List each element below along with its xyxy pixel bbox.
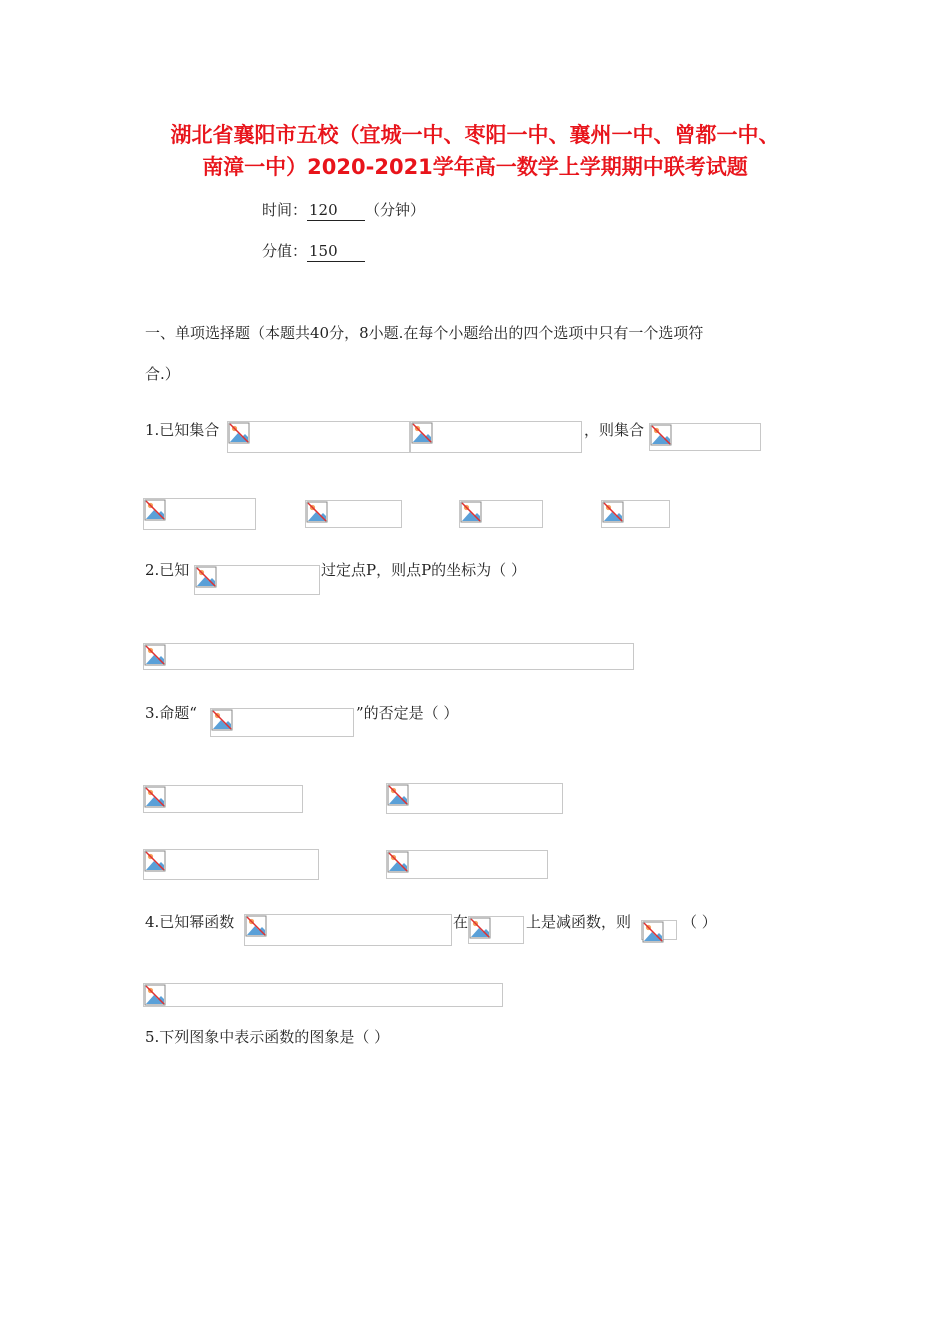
option-c-image — [459, 500, 543, 528]
broken-image-icon — [642, 921, 664, 943]
formula-image — [641, 920, 677, 940]
time-row — [262, 200, 425, 221]
question-4-prefix: 4.已知幂函数 — [145, 913, 235, 931]
question-4-middle-2: 上是减函数，则 — [526, 913, 632, 931]
formula-image — [210, 708, 354, 737]
time-unit: （分钟） — [365, 201, 426, 219]
page-title-line-2: 南漳一中）2020-2021学年高一数学上学期期中联考试题 — [202, 155, 748, 179]
broken-image-icon — [144, 499, 166, 521]
option-b-image — [386, 783, 563, 814]
time-value: 120 — [307, 200, 365, 221]
broken-image-icon — [245, 915, 267, 937]
section-heading-line-1: 一、单项选择题（本题共40分，8小题.在每个小题给出的四个选项中只有一个选项符 — [145, 324, 704, 342]
broken-image-icon — [411, 422, 433, 444]
broken-image-icon — [469, 917, 491, 939]
broken-image-icon — [228, 422, 250, 444]
option-b-image — [305, 500, 402, 528]
score-label: 分值： — [262, 242, 308, 260]
question-4-middle: 在 — [453, 913, 469, 931]
time-label: 时间： — [262, 201, 308, 219]
broken-image-icon — [387, 851, 409, 873]
broken-image-icon — [144, 644, 166, 666]
broken-image-icon — [211, 709, 233, 731]
question-3-suffix: ”的否定是（ ） — [356, 704, 459, 722]
question-4-suffix: （ ） — [682, 913, 717, 931]
question-1-prefix: 1.已知集合 — [145, 421, 220, 439]
formula-image — [244, 914, 452, 946]
option-d-image — [601, 500, 670, 528]
broken-image-icon — [144, 984, 166, 1006]
formula-image — [468, 916, 524, 944]
options-image — [143, 643, 634, 670]
section-heading-line-2: 合.） — [145, 365, 180, 383]
formula-image — [227, 421, 410, 453]
formula-image — [649, 423, 761, 451]
score-row — [262, 241, 365, 262]
options-image — [143, 983, 503, 1007]
question-3-prefix: 3.命题“ — [145, 704, 197, 722]
broken-image-icon — [602, 501, 624, 523]
page-title-line-1: 湖北省襄阳市五校（宜城一中、枣阳一中、襄州一中、曾都一中、 — [170, 123, 780, 147]
broken-image-icon — [144, 850, 166, 872]
broken-image-icon — [144, 786, 166, 808]
formula-image — [410, 421, 582, 453]
option-a-image — [143, 785, 303, 813]
question-2-prefix: 2.已知 — [145, 561, 190, 579]
option-d-image — [386, 850, 548, 879]
broken-image-icon — [306, 501, 328, 523]
option-a-image — [143, 498, 256, 530]
option-c-image — [143, 849, 319, 880]
score-value: 150 — [307, 241, 365, 262]
question-2-suffix: 过定点P，则点P的坐标为（ ） — [321, 561, 526, 579]
broken-image-icon — [650, 424, 672, 446]
question-1-middle: ，则集合 — [584, 421, 645, 439]
formula-image — [194, 565, 320, 595]
broken-image-icon — [460, 501, 482, 523]
question-5-text: 5.下列图象中表示函数的图象是（ ） — [145, 1028, 390, 1046]
broken-image-icon — [387, 784, 409, 806]
broken-image-icon — [195, 566, 217, 588]
